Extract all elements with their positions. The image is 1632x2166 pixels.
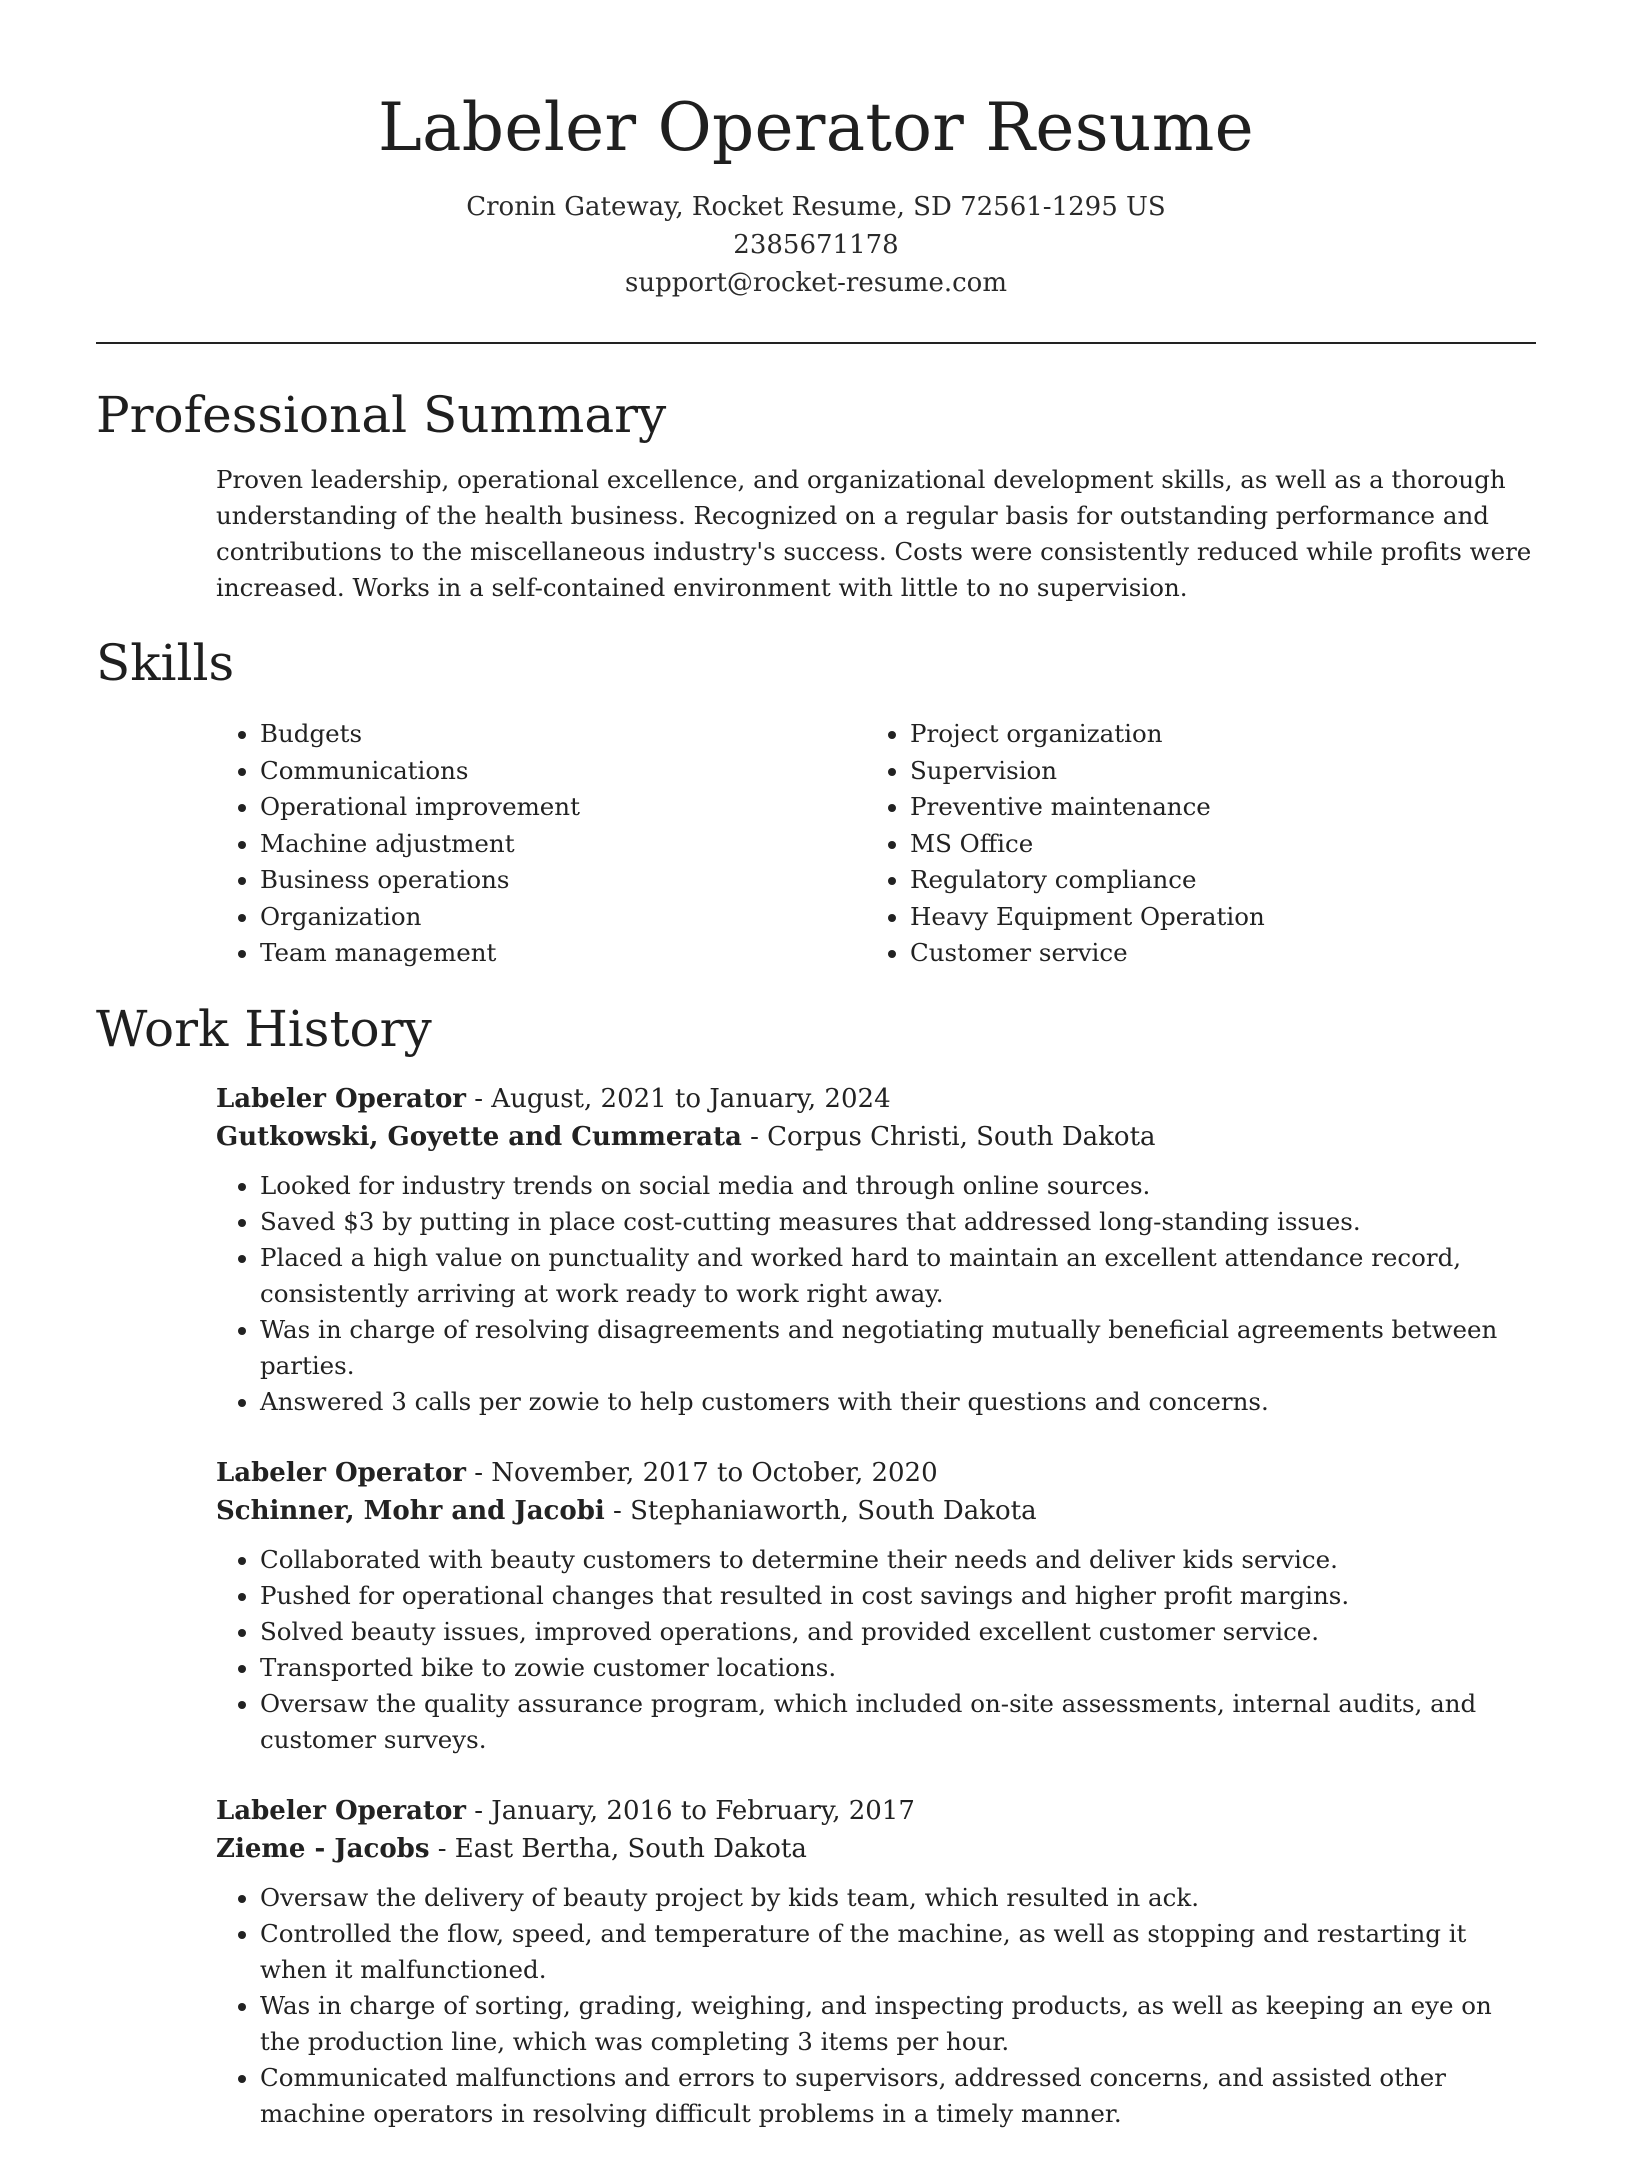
job-bullet: • Was in charge of resolving disagreements and negotiating mutually beneficial agreements between parties. xyxy=(260,1312,1536,1384)
job-location: - East Bertha, South Dakota xyxy=(429,1833,807,1864)
skill-item: • Customer service xyxy=(910,935,1265,972)
skill-item: • Organization xyxy=(260,899,866,936)
skill-item: • Supervision xyxy=(910,753,1265,790)
skill-item: • Preventive maintenance xyxy=(910,789,1265,826)
skill-item: • Budgets xyxy=(260,716,866,753)
job-bullet: • Was in charge of sorting, grading, weighing, and inspecting products, as well as keeping an eye on the production line, which was completing 3 items per hour. xyxy=(260,1988,1536,2060)
skills-column-left xyxy=(216,716,866,972)
job-bullet: • Controlled the flow, speed, and temperature of the machine, as well as stopping and restarting it when it malfunctioned. xyxy=(260,1916,1536,1988)
job-company-line xyxy=(216,1830,1536,1868)
job-company: Schinner, Mohr and Jacobi xyxy=(216,1495,605,1526)
job-entry xyxy=(216,1454,1536,1758)
contact-address: Cronin Gateway, Rocket Resume, SD 72561-1295 US xyxy=(466,192,1166,222)
job-bullet: • Oversaw the quality assurance program, which included on-site assessments, internal audits, and customer surveys. xyxy=(260,1686,1536,1758)
resume-header xyxy=(0,0,1632,302)
skill-item: • Project organization xyxy=(910,716,1265,753)
skill-item: • Machine adjustment xyxy=(260,826,866,863)
job-bullet: • Answered 3 calls per zowie to help customers with their questions and concerns. xyxy=(260,1384,1536,1420)
job-company-line xyxy=(216,1118,1536,1156)
job-responsibilities xyxy=(216,1168,1536,1420)
resume-body xyxy=(96,380,1536,2166)
job-company: Gutkowski, Goyette and Cummerata xyxy=(216,1121,742,1152)
job-company-line xyxy=(216,1492,1536,1530)
job-bullet: • Saved $3 by putting in place cost-cutting measures that addressed long-standing issues. xyxy=(260,1204,1536,1240)
work-history-section xyxy=(96,994,1536,2132)
skill-item: • Team management xyxy=(260,935,866,972)
job-bullet: • Transported bike to zowie customer locations. xyxy=(260,1650,1536,1686)
job-bullet: • Collaborated with beauty customers to determine their needs and deliver kids service. xyxy=(260,1542,1536,1578)
job-list xyxy=(216,1080,1536,2132)
job-bullet: • Oversaw the delivery of beauty project by kids team, which resulted in ack. xyxy=(260,1880,1536,1916)
resume-title: Labeler Operator Resume xyxy=(378,89,1254,166)
job-entry xyxy=(216,1792,1536,2132)
contact-phone: 2385671178 xyxy=(733,230,899,260)
skills-heading: Skills xyxy=(96,634,235,692)
contact-email: support@rocket-resume.com xyxy=(624,268,1007,298)
skills-column-right xyxy=(866,716,1265,972)
skill-item: • MS Office xyxy=(910,826,1265,863)
skill-item: • Heavy Equipment Operation xyxy=(910,899,1265,936)
job-dates: - November, 2017 to October, 2020 xyxy=(465,1457,938,1488)
job-bullet: • Pushed for operational changes that resulted in cost savings and higher profit margins. xyxy=(260,1578,1536,1614)
skill-item: • Business operations xyxy=(260,862,866,899)
job-title-line xyxy=(216,1454,1536,1492)
skill-item: • Operational improvement xyxy=(260,789,866,826)
summary-text: Proven leadership, operational excellence, and organizational development skills, as well as a thorough understanding of the health business. Recognized on a regular basis for outstanding performance and contributions to the miscellaneous industry's success. Costs were consistently reduced while profits were increased. Works in a self-contained environment with little to no supervision. xyxy=(216,465,1532,602)
summary-heading: Professional Summary xyxy=(96,386,667,444)
job-bullet: • Placed a high value on punctuality and worked hard to maintain an excellent attendance record, consistently arriving at work ready to work right away. xyxy=(260,1240,1536,1312)
job-location: - Corpus Christi, South Dakota xyxy=(741,1121,1156,1152)
job-bullet: • Solved beauty issues, improved operations, and provided excellent customer service. xyxy=(260,1614,1536,1650)
job-dates: - January, 2016 to February, 2017 xyxy=(465,1795,915,1826)
header-divider xyxy=(96,342,1536,344)
work-history-heading: Work History xyxy=(96,999,432,1058)
skills-list xyxy=(216,716,1536,972)
job-location: - Stephaniaworth, South Dakota xyxy=(604,1495,1037,1526)
job-responsibilities xyxy=(216,1542,1536,1758)
summary-section xyxy=(96,380,1536,606)
job-title: Labeler Operator xyxy=(216,1457,466,1488)
job-bullet: • Communicated malfunctions and errors to supervisors, addressed concerns, and assisted other machine operators in resolving difficult problems in a timely manner. xyxy=(260,2060,1536,2132)
skill-item: • Communications xyxy=(260,753,866,790)
job-title-line xyxy=(216,1792,1536,1830)
skills-section xyxy=(96,628,1536,972)
job-dates: - August, 2021 to January, 2024 xyxy=(465,1083,891,1114)
job-bullet: • Looked for industry trends on social media and through online sources. xyxy=(260,1168,1536,1204)
job-responsibilities xyxy=(216,1880,1536,2132)
job-company: Zieme - Jacobs xyxy=(216,1833,430,1864)
job-title: Labeler Operator xyxy=(216,1083,466,1114)
skill-item: • Regulatory compliance xyxy=(910,862,1265,899)
job-entry xyxy=(216,1080,1536,1420)
contact-info xyxy=(0,188,1632,302)
job-title-line xyxy=(216,1080,1536,1118)
job-title: Labeler Operator xyxy=(216,1795,466,1826)
